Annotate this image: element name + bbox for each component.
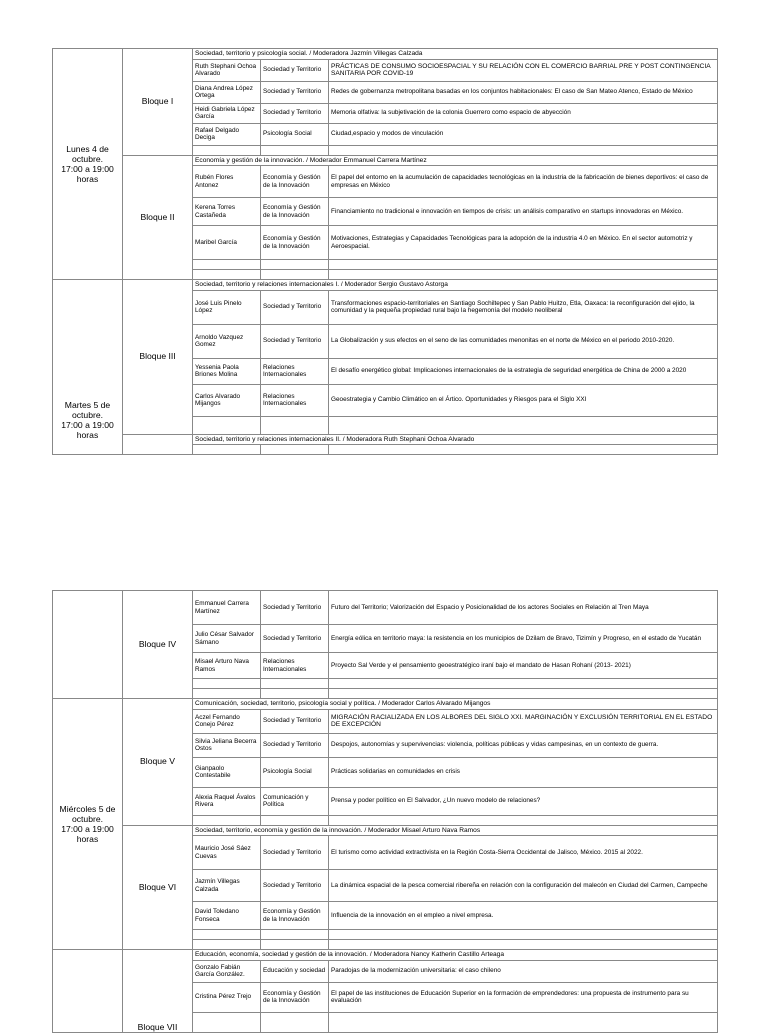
day-cell-tuesday: Martes 5 de octubre. 17:00 a 19:00 horas	[53, 280, 123, 455]
talk-area: Psicología Social	[261, 757, 329, 787]
moderator-row-5: Comunicación, sociedad, territorio, psicología social y política. / Moderador Carlos Alvarado Mijangos	[193, 699, 718, 710]
talk-area: Sociedad y Territorio	[261, 733, 329, 757]
talk-author: Rafael Delgado Deciga	[193, 123, 261, 145]
talk-author: Emmanuel Carrera Martínez	[193, 591, 261, 625]
talk-area: Sociedad y Territorio	[261, 870, 329, 902]
talk-area: Relaciones Internacionales	[261, 653, 329, 679]
blank-cell	[193, 689, 261, 699]
talk-title: MIGRACIÓN RACIALIZADA EN LOS ALBORES DEL SIGLO XXI. MARGINACIÓN Y EXCLUSIÓN TERRITORIAL EN EL ESTADO DE EXCEPCIÓN	[329, 709, 718, 733]
talk-title: El desafío energético global: Implicaciones internacionales de la estrategia de seguridad energética de China de 2000 a 2020	[329, 358, 718, 384]
blank-cell	[193, 260, 261, 270]
blank-cell	[329, 145, 718, 155]
talk-area: Economía y Gestión de la Innovación	[261, 902, 329, 930]
talk-author: Heidi Gabriela López García	[193, 103, 261, 123]
blank-cell	[329, 679, 718, 689]
talk-area: Sociedad y Territorio	[261, 81, 329, 103]
talk-author: Diana Andrea López Ortega	[193, 81, 261, 103]
blank-cell	[193, 679, 261, 689]
moderator-row-2: Economía y gestión de la innovación. / Moderador Emmanuel Carrera Martínez	[193, 155, 718, 166]
day-cell-continued	[53, 591, 123, 699]
block-label-2: Bloque II	[123, 155, 193, 280]
block-label-1: Bloque I	[123, 49, 193, 156]
talk-author: Mauricio José Sáez Cuevas	[193, 836, 261, 870]
talk-title: El papel del entorno en la acumulación de capacidades tecnológicas en la industria de la fabricación de bienes deportivos: el caso de empresas en México	[329, 166, 718, 198]
talk-author: Misael Arturo Nava Ramos	[193, 653, 261, 679]
talk-title: Ciudad,espacio y modos de vinculación	[329, 123, 718, 145]
blank-cell	[261, 815, 329, 825]
talk-title: Transformaciones espacio-territoriales en Santiago Sochiltepec y San Pablo Huitzo, Etla, Oaxaca: la reconfiguración del ejido, la comunidad y la pequeña propiedad rural bajo la hegemonía del modelo neoliberal	[329, 290, 718, 324]
talk-title: Futuro del Territorio; Valorización del Espacio y Posicionalidad de los actores Sociales en Relación al Tren Maya	[329, 591, 718, 625]
blank-cell	[329, 930, 718, 940]
talk-author: Cristina Pérez Trejo	[193, 982, 261, 1012]
talk-area: Sociedad y Territorio	[261, 709, 329, 733]
talk-author: Maribel García	[193, 226, 261, 260]
talk-title: Memoria olfativa: la subjetivación de la colonia Guerrero como espacio de abyección	[329, 103, 718, 123]
blank-cell	[329, 1012, 718, 1032]
talk-title: Redes de gobernanza metropolitana basadas en los conjuntos habitacionales: El caso de San Mateo Atenco, Estado de México	[329, 81, 718, 103]
talk-area: Sociedad y Territorio	[261, 625, 329, 653]
blank-cell	[329, 416, 718, 434]
talk-title: El papel de las instituciones de Educación Superior en la formación de emprendedores: una propuesta de instrumento para su evaluación	[329, 982, 718, 1012]
talk-title: Proyecto Sal Verde y el pensamiento geoestratégico iraní bajo el mandato de Hasan Rohaní (2013- 2021)	[329, 653, 718, 679]
talk-title: Motivaciones, Estrategias y Capacidades Tecnológicas para la adopción de la industria 4.0 en México. En el sector automotriz y Aeroespacial.	[329, 226, 718, 260]
talk-title: Prácticas solidarias en comunidades en crisis	[329, 757, 718, 787]
talk-title: Financiamiento no tradicional e innovación en tiempos de crisis: un análisis comparativo en startups innovadoras en México.	[329, 198, 718, 226]
talk-author: José Luis Pinelo López	[193, 290, 261, 324]
talk-area: Economía y Gestión de la Innovación	[261, 166, 329, 198]
moderator-row-6: Sociedad, territorio, economía y gestión de la innovación. / Moderador Misael Arturo Nava Ramos	[193, 825, 718, 836]
blank-cell	[261, 260, 329, 270]
blank-cell	[193, 1012, 261, 1032]
talk-author: Gonzalo Fabián García González.	[193, 960, 261, 982]
talk-area: Sociedad y Territorio	[261, 324, 329, 358]
talk-title: El turismo como actividad extractivista en la Región Costa-Sierra Occidental de Jalisco, México. 2015 al 2022.	[329, 836, 718, 870]
talk-title: Despojos, autonomías y supervivencias: violencia, políticas públicas y vidas campesinas, en un contexto de guerra.	[329, 733, 718, 757]
talk-author: Rubén Flores Antonez	[193, 166, 261, 198]
blank-cell	[329, 270, 718, 280]
talk-area: Sociedad y Territorio	[261, 59, 329, 81]
blank-cell	[329, 260, 718, 270]
blank-cell	[193, 145, 261, 155]
blank-cell	[329, 940, 718, 950]
talk-author: David Toledano Fonseca	[193, 902, 261, 930]
talk-title: Geoestrategia y Cambio Climático en el Ártico. Oportunidades y Riesgos para el Siglo XXI	[329, 384, 718, 416]
talk-author: Jazmín Villegas Calzada	[193, 870, 261, 902]
talk-area: Sociedad y Territorio	[261, 591, 329, 625]
blank-cell	[329, 445, 718, 455]
talk-area: Sociedad y Territorio	[261, 836, 329, 870]
block-label-7: Bloque VII	[123, 950, 193, 1033]
talk-title: Prensa y poder político en El Salvador, ¿Un nuevo modelo de relaciones?	[329, 787, 718, 815]
talk-title: Paradojas de la modernización universitaria: el caso chileno	[329, 960, 718, 982]
talk-author: Silvia Jeliana Becerra Ostos	[193, 733, 261, 757]
talk-title: Influencia de la innovación en el empleo a nivel empresa.	[329, 902, 718, 930]
schedule-page-1	[52, 48, 717, 484]
talk-area: Sociedad y Territorio	[261, 290, 329, 324]
talk-author: Julio César Salvador Sámano	[193, 625, 261, 653]
blank-cell	[261, 930, 329, 940]
blank-cell	[193, 940, 261, 950]
talk-author: Alexia Raquel Ávalos Rivera	[193, 787, 261, 815]
talk-author: Ruth Stephani Ochoa Alvarado	[193, 59, 261, 81]
blank-cell	[261, 416, 329, 434]
schedule-table-1	[52, 48, 718, 455]
talk-title: La dinámica espacial de la pesca comercial ribereña en relación con la configuración del malecón en Ciudad del Carmen, Campeche	[329, 870, 718, 902]
blank-cell	[261, 1012, 329, 1032]
talk-author: Kerena Torres Castañeda	[193, 198, 261, 226]
moderator-row-3: Sociedad, territorio y relaciones internacionales I. / Moderador Sergio Gustavo Astorga	[193, 280, 718, 291]
blank-cell	[329, 689, 718, 699]
talk-area: Economía y Gestión de la Innovación	[261, 198, 329, 226]
block-label-4: Bloque IV	[123, 591, 193, 699]
talk-title: La Globalización y sus efectos en el seno de las comunidades menonitas en el norte de México en el periodo 2010-2020.	[329, 324, 718, 358]
talk-area: Educación y sociedad	[261, 960, 329, 982]
talk-area: Comunicación y Política	[261, 787, 329, 815]
talk-area: Relaciones Internacionales	[261, 358, 329, 384]
blank-cell	[261, 689, 329, 699]
blank-cell	[193, 270, 261, 280]
talk-area: Economía y Gestión de la Innovación	[261, 226, 329, 260]
moderator-row-1: Sociedad, territorio y psicología social. / Moderadora Jazmín Villegas Calzada	[193, 49, 718, 60]
blank-cell	[261, 940, 329, 950]
blank-cell	[261, 445, 329, 455]
talk-author: Carlos Alvarado Mijangos	[193, 384, 261, 416]
day-cell-wednesday: Miércoles 5 de octubre. 17:00 a 19:00 horas	[53, 699, 123, 950]
talk-author: Gianpaolo Contestabile	[193, 757, 261, 787]
talk-author: Yessenia Paola Briones Molina	[193, 358, 261, 384]
day-cell-next	[53, 950, 123, 1033]
moderator-row-4: Sociedad, territorio y relaciones internacionales II. / Moderadora Ruth Stephani Ochoa Alvarado	[193, 434, 718, 445]
blank-cell	[329, 815, 718, 825]
moderator-row-7: Educación, economía, sociedad y gestión de la innovación. / Moderadora Nancy Katherin Castillo Arteaga	[193, 950, 718, 961]
talk-author: Aczel Fernando Conejo Pérez	[193, 709, 261, 733]
blank-cell	[193, 416, 261, 434]
blank-cell	[261, 679, 329, 689]
talk-area: Economía y Gestión de la Innovación	[261, 982, 329, 1012]
schedule-table-2	[52, 590, 718, 1033]
blank-cell	[261, 270, 329, 280]
talk-title: PRÁCTICAS DE CONSUMO SOCIOESPACIAL Y SU RELACIÓN CON EL COMERCIO BARRIAL PRE Y POST CONTINGENCIA SANITARIA POR COVID-19	[329, 59, 718, 81]
talk-author: Arnoldo Vazquez Gomez	[193, 324, 261, 358]
blank-cell	[193, 815, 261, 825]
block-label-5: Bloque V	[123, 699, 193, 826]
blank-cell	[261, 145, 329, 155]
block-label-3: Bloque III	[123, 280, 193, 435]
day-cell-monday: Lunes 4 de octubre. 17:00 a 19:00 horas	[53, 49, 123, 280]
blank-cell	[193, 445, 261, 455]
blank-cell	[193, 930, 261, 940]
block-label-continued	[123, 434, 193, 455]
talk-area: Psicología Social	[261, 123, 329, 145]
talk-area: Relaciones Internacionales	[261, 384, 329, 416]
talk-title: Energía eólica en territorio maya: la resistencia en los municipios de Dzilam de Bravo, Tizimín y Progreso, en el estado de Yucatán	[329, 625, 718, 653]
block-label-6: Bloque VI	[123, 825, 193, 950]
talk-area: Sociedad y Territorio	[261, 103, 329, 123]
schedule-page-2	[52, 590, 717, 1033]
